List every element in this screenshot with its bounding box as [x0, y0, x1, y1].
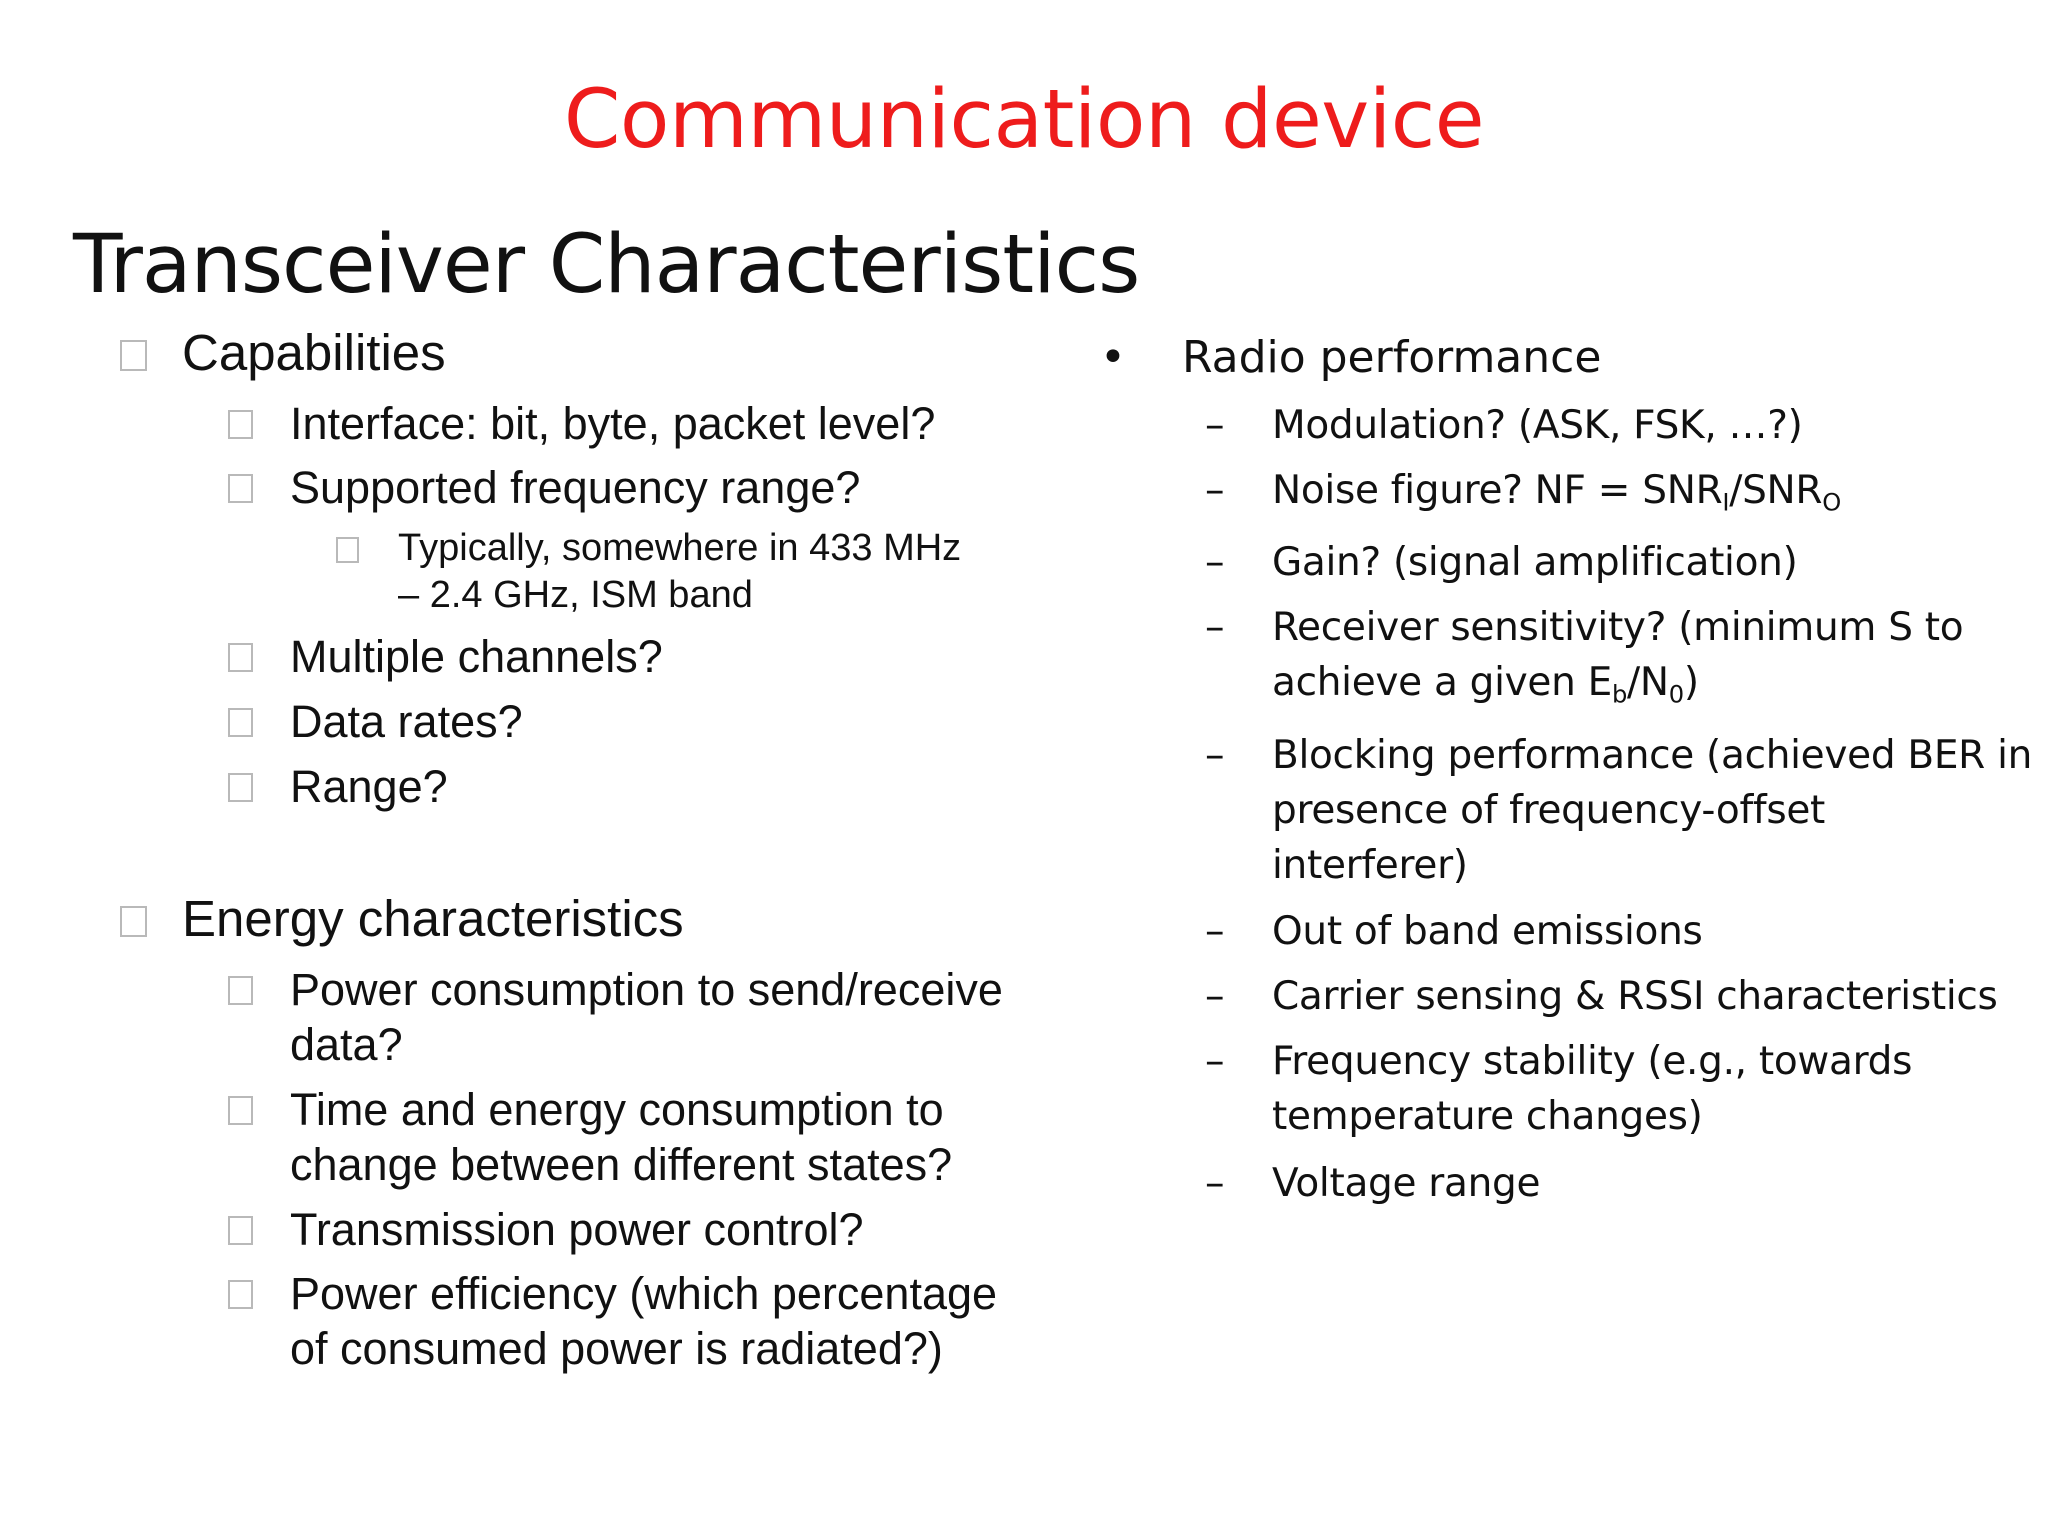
- radio-item-blocking-line1: Blocking performance (achieved BER in: [1272, 733, 2033, 778]
- capability-item: Interface: bit, byte, packet level?: [290, 398, 936, 449]
- capability-item: Multiple channels?: [290, 631, 663, 682]
- radio-item-noise-figure: Noise figure? NF = $SNR_I/SNR_O$: [1272, 468, 1841, 517]
- slide-title: Transceiver Characteristics: [73, 218, 1140, 312]
- energy-item-line1: Transmission power control?: [290, 1204, 864, 1255]
- energy-item-line2: of consumed power is radiated?): [290, 1323, 943, 1374]
- energy-item-line2: change between different states?: [290, 1139, 953, 1190]
- dash-icon: –: [1205, 974, 1225, 1019]
- capabilities-label: Capabilities: [182, 324, 446, 381]
- bullet-dot-icon: •: [1100, 332, 1126, 383]
- radio-item-gain: Gain? (signal amplification): [1272, 540, 1798, 585]
- radio-item-frequency-line1: Frequency stability (e.g., towards: [1272, 1039, 1913, 1084]
- radio-item-receiver-line1: Receiver sensitivity? (minimum S to: [1272, 605, 1964, 650]
- capability-item: Data rates?: [290, 696, 523, 747]
- radio-item-out-of-band: Out of band emissions: [1272, 909, 1703, 954]
- energy-item-line1: Power efficiency (which percentage: [290, 1268, 998, 1319]
- dash-icon: –: [1205, 1161, 1225, 1206]
- radio-item-frequency-line2: temperature changes): [1272, 1094, 1703, 1139]
- frequency-subitem-line2: – 2.4 GHz, ISM band: [398, 574, 753, 616]
- dash-icon: –: [1205, 540, 1225, 585]
- dash-icon: –: [1205, 403, 1225, 448]
- radio-performance-label: Radio performance: [1182, 332, 1602, 383]
- energy-item-line2: data?: [290, 1019, 403, 1070]
- energy-item-line1: Power consumption to send/receive: [290, 964, 1003, 1015]
- energy-item-line1: Time and energy consumption to: [290, 1084, 944, 1135]
- slide-header: Communication device: [563, 73, 1485, 167]
- radio-item-voltage: Voltage range: [1272, 1161, 1541, 1206]
- dash-icon: –: [1205, 733, 1225, 778]
- radio-item-receiver-line2: achieve a given $E_b/N_0$): [1272, 660, 1699, 709]
- dash-icon: –: [1205, 468, 1225, 513]
- radio-item-modulation: Modulation? (ASK, FSK, …?): [1272, 403, 1803, 448]
- capability-item: Range?: [290, 761, 448, 812]
- dash-icon: –: [1205, 1039, 1225, 1084]
- dash-icon: –: [1205, 605, 1225, 650]
- radio-item-blocking-line3: interferer): [1272, 843, 1468, 888]
- energy-label: Energy characteristics: [182, 890, 684, 947]
- radio-item-carrier: Carrier sensing & RSSI characteristics: [1272, 974, 1998, 1019]
- capability-item: Supported frequency range?: [290, 462, 861, 513]
- dash-icon: –: [1205, 909, 1225, 954]
- radio-item-blocking-line2: presence of frequency-offset: [1272, 788, 1826, 833]
- frequency-subitem-line1: Typically, somewhere in 433 MHz: [398, 527, 962, 569]
